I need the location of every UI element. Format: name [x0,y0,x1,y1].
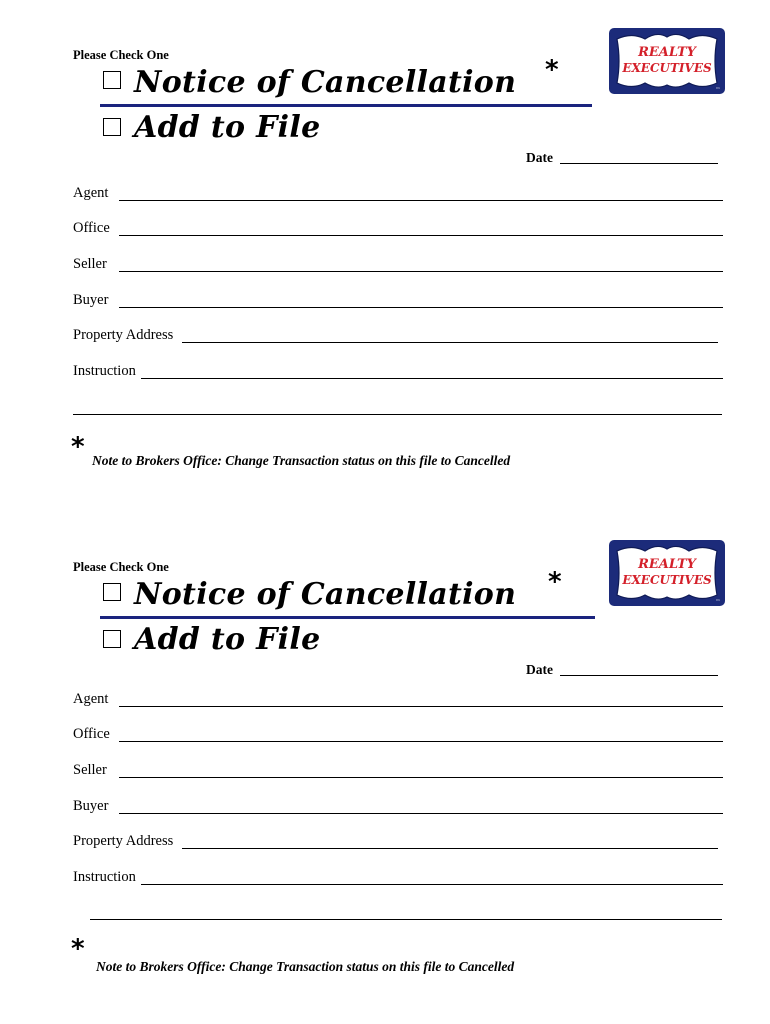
title-underline [100,104,592,107]
seller-label: Seller [73,762,107,778]
office-field [73,726,723,744]
buyer-input-line[interactable] [119,307,723,308]
agent-label: Agent [73,691,109,707]
seller-field [73,762,723,780]
asterisk-marker: * [548,567,562,597]
buyer-label: Buyer [73,798,109,814]
date-label: Date [526,150,553,165]
realty-executives-logo [609,28,725,94]
office-field [73,220,723,238]
instruction-continuation-line[interactable] [90,919,722,920]
date-input-line[interactable] [560,163,718,164]
add-to-file-checkbox[interactable] [103,630,121,648]
agent-input-line[interactable] [119,706,723,707]
office-label: Office [73,220,110,236]
office-label: Office [73,726,110,742]
notice-of-cancellation-title: Notice of Cancellation [134,65,517,100]
date-field [526,150,722,166]
office-input-line[interactable] [119,741,723,742]
add-to-file-title: Add to File [134,110,321,145]
logo-trademark: ™ [715,599,721,605]
agent-input-line[interactable] [119,200,723,201]
instruction-input-line[interactable] [141,378,723,379]
cancellation-form-2 [0,512,770,1024]
please-check-one-label: Please Check One [73,48,169,62]
notice-of-cancellation-checkbox[interactable] [103,71,121,89]
buyer-input-line[interactable] [119,813,723,814]
asterisk-marker: * [545,55,559,85]
add-to-file-checkbox[interactable] [103,118,121,136]
please-check-one-label: Please Check One [73,560,169,574]
seller-field [73,256,723,274]
notice-of-cancellation-title: Notice of Cancellation [134,577,517,612]
agent-field [73,691,723,709]
instruction-continuation-line[interactable] [73,414,722,415]
notice-of-cancellation-checkbox[interactable] [103,583,121,601]
agent-field [73,185,723,203]
realty-executives-logo [609,540,725,606]
seller-input-line[interactable] [119,777,723,778]
instruction-field [73,869,723,887]
logo-line1: REALTY [638,557,696,572]
instruction-input-line[interactable] [141,884,723,885]
buyer-label: Buyer [73,292,109,308]
date-input-line[interactable] [560,675,718,676]
brokers-office-note: Note to Brokers Office: Change Transaction status on this file to Cancelled [92,453,511,468]
property-address-field [73,833,723,851]
date-label: Date [526,662,553,677]
property-address-input-line[interactable] [182,342,718,343]
property-address-input-line[interactable] [182,848,718,849]
buyer-field [73,798,723,816]
note-asterisk: * [71,934,85,964]
property-address-field [73,327,723,345]
logo-line2: EXECUTIVES [622,61,712,75]
logo-line1: REALTY [638,45,696,60]
logo-trademark: ™ [715,87,721,93]
office-input-line[interactable] [119,235,723,236]
title-underline [100,616,595,619]
agent-label: Agent [73,185,109,201]
seller-input-line[interactable] [119,271,723,272]
property-address-label: Property Address [73,327,174,343]
instruction-field [73,363,723,381]
instruction-label: Instruction [73,363,136,379]
note-asterisk: * [71,432,85,462]
logo-line2: EXECUTIVES [622,573,712,587]
buyer-field [73,292,723,310]
add-to-file-title: Add to File [134,622,321,657]
seller-label: Seller [73,256,107,272]
date-field [526,662,722,678]
property-address-label: Property Address [73,833,174,849]
brokers-office-note: Note to Brokers Office: Change Transaction status on this file to Cancelled [96,959,515,974]
instruction-label: Instruction [73,869,136,885]
